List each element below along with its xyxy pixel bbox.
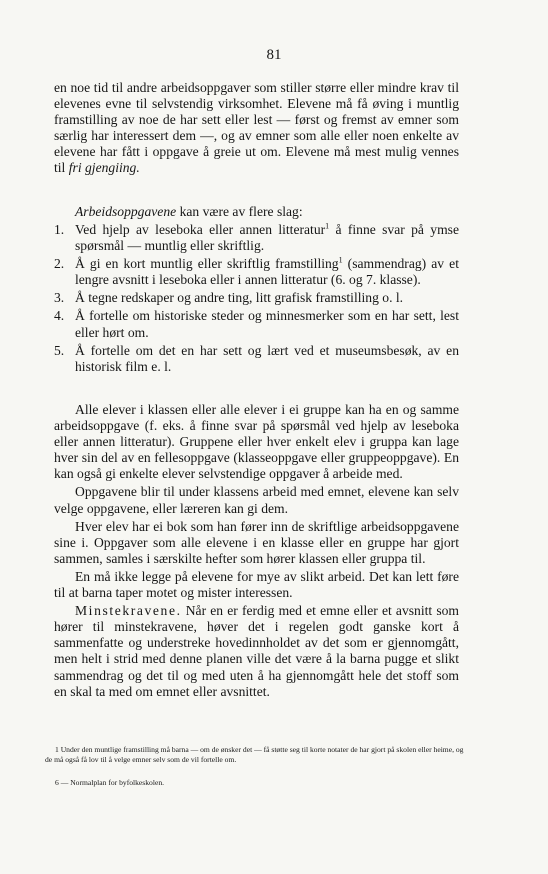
body-paragraph: Hver elev har ei bok som han fører inn de skriftlige arbeidsoppgavene sine i. Oppgaver som alle elevene i en klasse eller en gruppe har gjort sammen, samles i særskilte hefter som hører klassen eller gruppa til. [54, 518, 459, 566]
list-intro-heading: Arbeidsoppgavene [75, 204, 177, 219]
footnote [45, 745, 465, 765]
opening-paragraph [54, 80, 459, 179]
list-item [54, 290, 459, 306]
list-text [75, 343, 459, 375]
list-text-main: Å fortelle om historiske steder og minnesmerker som en har sett, lest eller hørt om. [75, 308, 459, 340]
list-intro-text: kan være av flere slag: [179, 204, 303, 219]
list-number: 5. [54, 342, 65, 358]
minstekrav-paragraph [54, 603, 459, 700]
list-item [54, 343, 459, 375]
list-text-rest: (sammendrag) av et lengre avsnitt i leseboka eller i annen litteratur (6. og 7. klasse). [75, 256, 459, 288]
list-text [75, 222, 459, 254]
list-intro [54, 204, 459, 222]
list-text-main: Å fortelle om det en har sett og lært ved et museumsbesøk, av en historisk film e. l. [75, 342, 459, 374]
list-number: 3. [54, 290, 65, 306]
body-paragraph: Oppgavene blir til under klassens arbeid med emnet, elevene kan selv velge oppgavene, eller læreren kan gi dem. [54, 484, 459, 516]
footnote-text: 1 Under den muntlige framstilling må barna — om de ønsker det — få støtte seg til korte notater de har gjort på skolen eller heime, og de må også få lov til å velge emner selv som de vil fortelle om. [45, 745, 464, 764]
task-list [54, 222, 459, 377]
list-text [75, 256, 459, 288]
minstekrav-text: Når en er ferdig med et emne eller et avsnitt som hører til minstekravene, høver det i regelen godt ganske kort å sammenfatte og understreke hovedinnholdet av det som er gjennomgått, men helt i strid med denne planen ville det være å la barna pugge et slikt sammendrag og det til og med uten å ha gjennomgått hele det stoff som en skal ta med om emnet eller avsnittet. [54, 603, 459, 699]
paragraph-1-italic: fri gjengiing. [68, 160, 140, 176]
paragraph-1 [54, 80, 459, 177]
list-text-main: Ved hjelp av leseboka eller annen litteratur [75, 222, 326, 237]
list-number: 4. [54, 308, 65, 324]
list-number: 2. [54, 256, 65, 272]
list-number: 1. [54, 222, 65, 237]
minstekrav-heading: Minstekravene. [75, 603, 182, 619]
body-paragraph: Alle elever i klassen eller alle elever i ei gruppe kan ha en og samme arbeidsoppgave (f. eks. å finne svar på spørsmål ved hjelp av leseboka eller annen litteratur). Gruppene eller hver enkelt elev i gruppa kan lage hver sin del av en fellesoppgave (klasseoppgave eller gruppeoppgave). En kan også gi enkelte elever selvstendige oppgaver å arbeide med. [54, 402, 459, 482]
list-item [54, 222, 459, 254]
body-paragraph: En må ikke legge på elevene for mye av slikt arbeid. Det kan lett føre til at barna taper motet og mister interessen. [54, 568, 459, 601]
signature-line: 6 — Normalplan for byfolkeskolen. [55, 778, 165, 787]
list-text [75, 308, 459, 340]
body-paragraphs [54, 402, 459, 702]
footnote-ref: 1 [338, 255, 343, 265]
list-text [75, 290, 459, 306]
page-number: 81 [266, 47, 282, 63]
list-text-rest: å finne svar på ymse spørsmål — muntlig eller skriftlig. [75, 222, 459, 254]
list-item [54, 256, 459, 288]
list-item [54, 308, 459, 340]
list-intro-paragraph [54, 204, 459, 220]
list-text-main: Å tegne redskaper og andre ting, litt grafisk framstilling o. l. [75, 290, 404, 306]
footnote-ref: 1 [325, 221, 330, 231]
paragraph-1-text: en noe tid til andre arbeidsoppgaver som stiller større eller mindre krav til elevenes evne til selvstendig virksomhet. Elevene må få øving i muntlig framstilling av noe de har sett eller lest — først og fremst av emner som særlig har interessert dem —, og av emner som alle eller noen enkelte av elevene har fått i oppgave å greie ut om. Elevene må mest mulig vennes til [54, 80, 459, 176]
list-text-main: Å gi en kort muntlig eller skriftlig framstilling [75, 256, 339, 272]
